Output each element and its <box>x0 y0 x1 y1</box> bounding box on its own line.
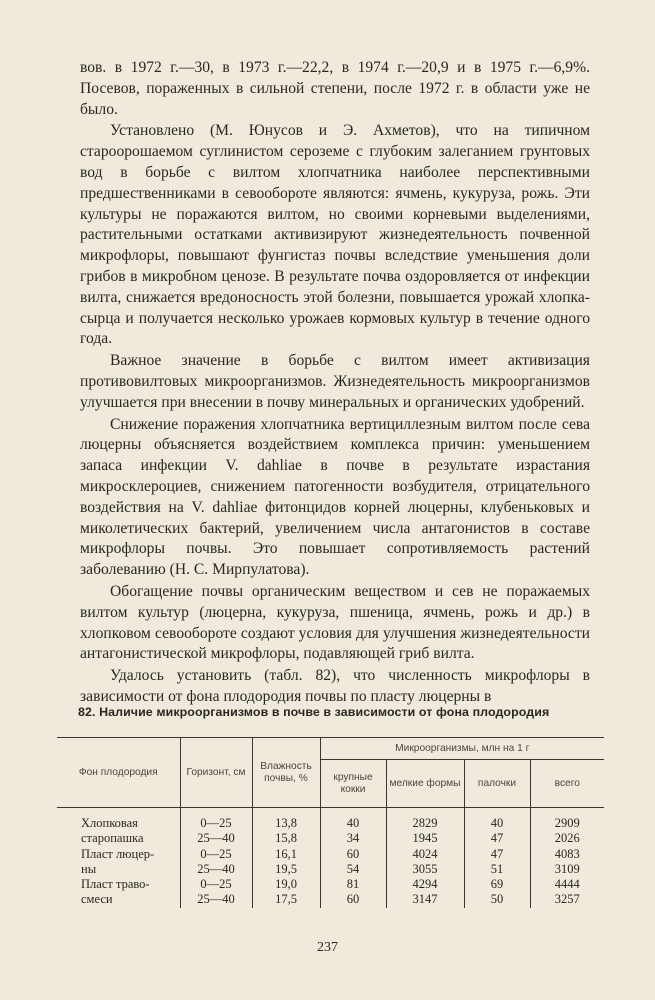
table-cell: 40 <box>490 816 504 830</box>
table-cell: 25—40 <box>197 831 235 846</box>
table-row-label: Пласт траво- <box>81 877 150 892</box>
table-cell: 0—25 <box>200 816 232 830</box>
table-cell: 40 <box>346 816 360 830</box>
column-moisture <box>252 808 320 908</box>
table-cell: 1945 <box>412 831 438 846</box>
header-cocci: крупные кокки <box>320 760 386 808</box>
table-cell: 15,8 <box>275 831 297 846</box>
table-cell: 0—25 <box>200 877 232 892</box>
table-cell: 2909 <box>554 816 580 830</box>
column-horizon <box>180 808 252 908</box>
header-background: Фон плодородия <box>57 738 180 808</box>
header-small-forms: мелкие формы <box>386 760 464 808</box>
table-cell: 47 <box>490 846 504 861</box>
table-cell: 51 <box>490 861 504 876</box>
header-microorganisms: Микроорганизмы, млн на 1 г <box>320 738 604 760</box>
page-number: 237 <box>317 940 338 955</box>
table-cell: 34 <box>346 831 360 846</box>
paragraph-2: Установлено (М. Юнусов и Э. Ахметов), что на типичном староорошаемом суглинистом сероземе с глубоким залеганием грунтовых вод в борьбе с вилтом хлопчатника наиболее перспективными предшественниками в севообороте являются: ячмень, кукуруза, рожь. Эти культуры не поражаются вилтом, но своими корневыми выделениями, растительными остатками активизируют жизнедеятельность почвенной микрофлоры, повышают фунгистаз почвы вследствие уменьшения доли грибов в микробном ценозе. В результате почва оздоровляется от инфекции вилта, снижается вредоносность этой болезни, повышается урожай хлопка-сырца и получается несколько урожаев кормовых культур в течение одного года. <box>80 122 590 348</box>
table-cell: 25—40 <box>197 892 235 907</box>
table-cell: 2026 <box>554 831 580 846</box>
table-cell: 60 <box>346 846 360 861</box>
paragraph-3: Важное значение в борьбе с вилтом имеет активизация противовилтовых микроорганизмов. Жизнедеятельность микроорганизмов улучшается при внесении в почву минеральных и органических удобрений. <box>80 352 590 411</box>
table-cell: 4444 <box>554 877 580 892</box>
table-cell: 3055 <box>412 861 438 876</box>
paragraph-6: Удалось установить (табл. 82), что численность микрофлоры в зависимости от фона плодородия почвы по пласту люцерны в <box>80 667 590 705</box>
table-cell: 17,5 <box>275 892 297 907</box>
table-cell: 47 <box>490 831 504 846</box>
table-cell: 54 <box>346 861 360 876</box>
table-row-label: Хлопковая <box>81 816 138 830</box>
table-cell: 0—25 <box>200 846 232 861</box>
body-text <box>80 58 590 709</box>
table-cell: 25—40 <box>197 861 235 876</box>
table-cell: 3109 <box>554 861 580 876</box>
table-cell: 50 <box>490 892 504 907</box>
paragraph-1: вов. в 1972 г.—30, в 1973 г.—22,2, в 1974 г.—20,9 и в 1975 г.—6,9%. Посевов, пораженных в сильной степени, после 1972 г. в области уже не было. <box>80 59 590 118</box>
table-row-label: Пласт люцер- <box>81 846 155 861</box>
table-cell: 13,8 <box>275 816 297 830</box>
table-cell: 3147 <box>412 892 438 907</box>
table-cell: 19,5 <box>275 861 297 876</box>
header-total: всего <box>530 760 604 808</box>
table-cell: 2829 <box>412 816 438 830</box>
table-cell: 60 <box>346 892 360 907</box>
header-horizon: Горизонт, см <box>180 738 252 808</box>
header-moisture: Влажность почвы, % <box>252 738 320 808</box>
column-small-forms <box>386 808 464 908</box>
table-cell: 4083 <box>554 846 580 861</box>
column-background <box>57 808 180 908</box>
table-cell: 81 <box>346 877 360 892</box>
paragraph-5: Обогащение почвы органическим веществом и сев не поражаемых вилтом культур (люцерна, кукуруза, пшеница, ячмень, рожь и др.) в хлопковом севообороте создают условия для улучшения жизнедеятельности антагонистической микрофлоры, подавляющей гриб вилта. <box>80 582 590 663</box>
header-rods: палочки <box>464 760 530 808</box>
column-cocci <box>320 808 386 908</box>
table-cell: 4024 <box>412 846 438 861</box>
table-row-label: старопашка <box>81 831 144 846</box>
table-row-label: ны <box>81 861 97 876</box>
table-row-label: смеси <box>81 892 113 907</box>
table-caption: 82. Наличие микроорганизмов в почве в зависимости от фона плодородия <box>78 705 550 719</box>
table-cell: 4294 <box>412 877 438 892</box>
paragraph-4: Снижение поражения хлопчатника вертициллезным вилтом после сева люцерны объясняется воздействием комплекса причин: уменьшением запаса инфекции V. dahliae в почве в результате израстания микросклероциев, снижением патогенности возбудителя, отрицательного воздействия на V. dahliae фитонцидов корней люцерны, клубеньковых и миколетических бактерий, увеличением числа антагонистов в составе микрофлоры почвы. Это повышает сопротивляемость растений заболеванию (Н. С. Мирпулатова). <box>80 415 590 579</box>
column-total <box>530 808 604 908</box>
table-cell: 69 <box>490 877 504 892</box>
table-cell: 3257 <box>554 892 580 907</box>
microorganisms-table <box>57 737 604 908</box>
table-cell: 16,1 <box>275 846 297 861</box>
column-rods <box>464 808 530 908</box>
table-cell: 19,0 <box>275 877 297 892</box>
